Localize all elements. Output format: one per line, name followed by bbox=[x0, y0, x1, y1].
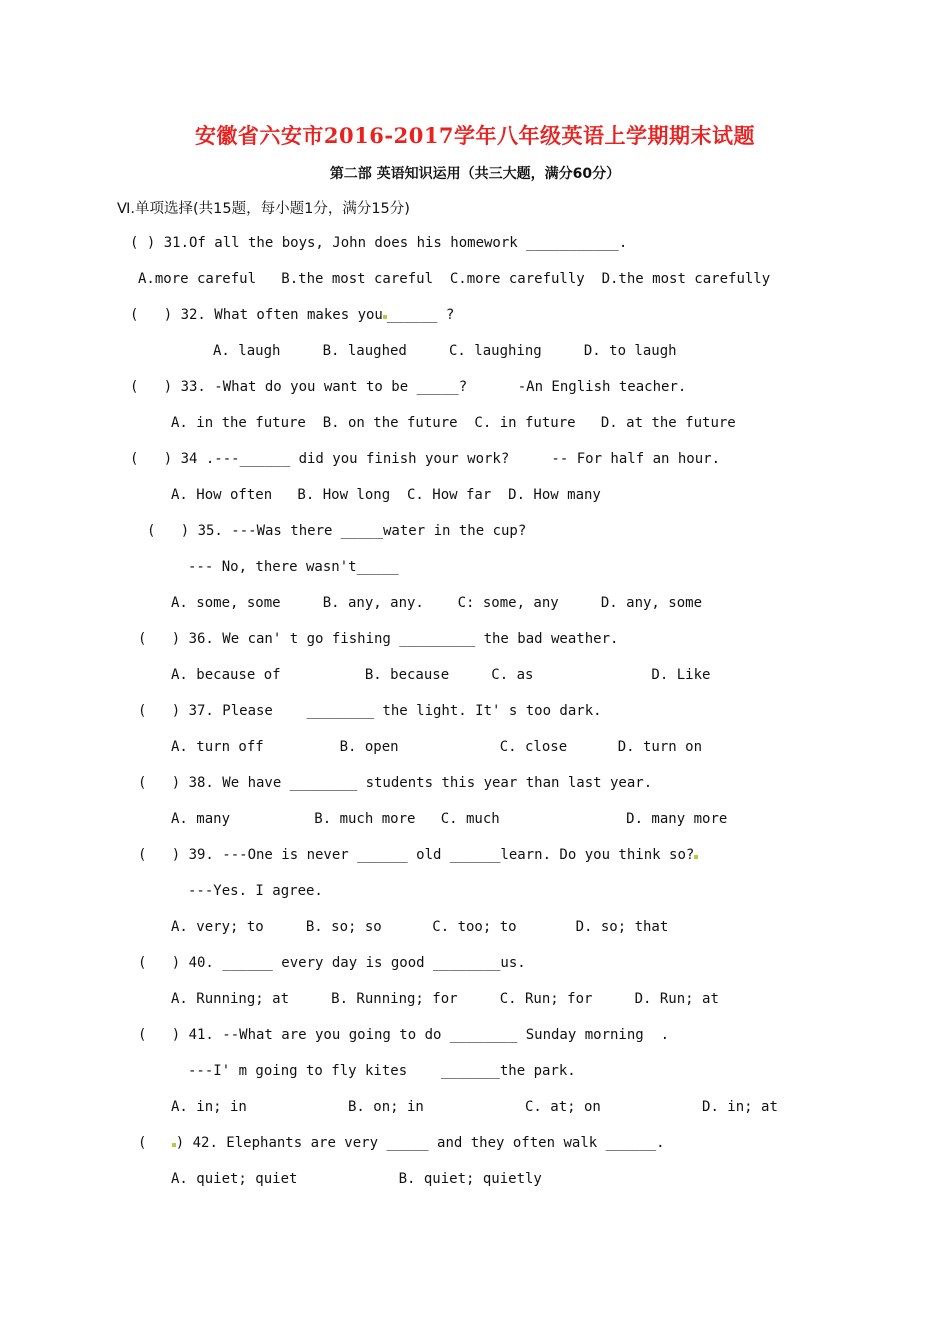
question-33: ( ) 33. -What do you want to be _____? -An English teacher. bbox=[130, 379, 687, 395]
question-41: ( ) 41. --What are you going to do ________ Sunday morning . bbox=[138, 1027, 670, 1043]
question-35: ( ) 35. ---Was there _____water in the cup? bbox=[147, 523, 527, 539]
question-38: ( ) 38. We have ________ students this year than last year. bbox=[138, 775, 653, 791]
section-heading: Ⅵ.单项选择(共15题，每小题1分，满分15分) bbox=[117, 201, 410, 217]
question-31: ( ) 31.Of all the boys, John does his homework ___________. bbox=[130, 235, 628, 251]
options-33: A. in the future B. on the future C. in future D. at the future bbox=[171, 415, 736, 431]
dialogue-35: --- No, there wasn't_____ bbox=[188, 559, 399, 575]
options-34: A. How often B. How long C. How far D. How many bbox=[171, 487, 601, 503]
options-36: A. because of B. because C. as D. Like bbox=[171, 667, 711, 683]
question-42-text: ) 42. Elephants are very _____ and they often walk ______. bbox=[175, 1135, 665, 1151]
options-42: A. quiet; quiet B. quiet; quietly bbox=[171, 1171, 542, 1187]
options-41: A. in; in B. on; in C. at; on D. in; at bbox=[171, 1099, 778, 1115]
question-36: ( ) 36. We can' t go fishing _________ the bad weather. bbox=[138, 631, 619, 647]
exam-title: 安徽省六安市2016-2017学年八年级英语上学期期末试题 bbox=[194, 123, 756, 148]
question-42 bbox=[138, 1134, 665, 1152]
scan-mark bbox=[694, 855, 698, 859]
question-32 bbox=[130, 306, 454, 324]
dialogue-39: ---Yes. I agree. bbox=[188, 883, 323, 899]
options-38: A. many B. much more C. much D. many more bbox=[171, 811, 728, 827]
options-40: A. Running; at B. Running; for C. Run; for D. Run; at bbox=[171, 991, 719, 1007]
options-37: A. turn off B. open C. close D. turn on bbox=[171, 739, 703, 755]
question-37: ( ) 37. Please ________ the light. It' s too dark. bbox=[138, 703, 602, 719]
question-32-blank: ______ ? bbox=[386, 307, 455, 323]
question-34: ( ) 34 .---______ did you finish your work? -- For half an hour. bbox=[130, 451, 721, 467]
part-subtitle: 第二部 英语知识运用（共三大题，满分60分） bbox=[329, 166, 621, 182]
question-40: ( ) 40. ______ every day is good ________us. bbox=[138, 955, 526, 971]
question-39-text: ( ) 39. ---One is never ______ old ______learn. Do you think so? bbox=[138, 847, 695, 863]
dialogue-41: ---I' m going to fly kites _______the park. bbox=[188, 1063, 576, 1079]
question-42-paren: ( bbox=[138, 1135, 147, 1151]
options-31: A.more careful B.the most careful C.more carefully D.the most carefully bbox=[138, 271, 771, 287]
question-32-text: ( ) 32. What often makes you bbox=[130, 307, 383, 323]
options-39: A. very; to B. so; so C. too; to D. so; that bbox=[171, 919, 669, 935]
question-39 bbox=[138, 846, 698, 864]
options-35: A. some, some B. any, any. C: some, any D. any, some bbox=[171, 595, 703, 611]
options-32: A. laugh B. laughed C. laughing D. to laugh bbox=[213, 343, 677, 359]
